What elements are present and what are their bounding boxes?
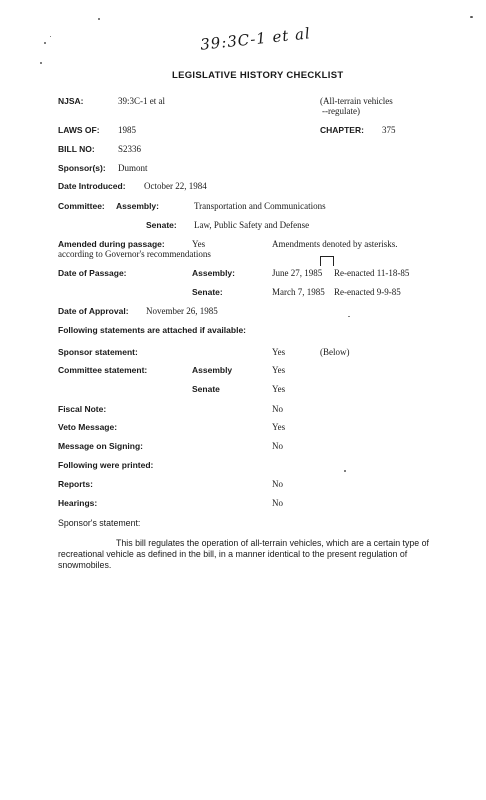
committee-statement-assembly-label: Assembly	[192, 365, 233, 375]
chapter-label: CHAPTER:	[320, 125, 364, 135]
handwritten-box-mark	[320, 256, 334, 266]
fiscal-note-value: No	[272, 404, 283, 414]
committee-assembly-label: Assembly:	[116, 201, 159, 211]
chapter-value: 375	[382, 125, 396, 135]
reports-label: Reports:	[58, 479, 93, 489]
handwritten-reference: 39:3C-1 et al	[199, 24, 312, 54]
veto-message-value: Yes	[272, 422, 286, 432]
scan-speck	[348, 316, 350, 317]
hearings-value: No	[272, 498, 283, 508]
printed-heading: Following were printed:	[58, 460, 154, 470]
fiscal-note-label: Fiscal Note:	[58, 404, 107, 414]
committee-senate-label: Senate:	[146, 220, 177, 230]
date-introduced-label: Date Introduced:	[58, 181, 126, 191]
sponsor-statement-label: Sponsor statement:	[58, 347, 138, 357]
veto-message-label: Veto Message:	[58, 422, 118, 432]
sponsor-statement-value: Yes	[272, 347, 286, 357]
njsa-note-line2: --regulate)	[322, 106, 360, 116]
laws-of-label: LAWS OF:	[58, 125, 100, 135]
bill-no-value: S2336	[118, 144, 142, 154]
amended-line2: according to Governor's recommendations	[58, 249, 211, 259]
passage-assembly-reenacted: Re-enacted 11-18-85	[334, 268, 410, 278]
message-on-signing-label: Message on Signing:	[58, 441, 144, 451]
hearings-label: Hearings:	[58, 498, 98, 508]
date-of-passage-label: Date of Passage:	[58, 268, 127, 278]
committee-assembly-value: Transportation and Communications	[194, 201, 326, 211]
scan-speck	[344, 470, 346, 472]
passage-senate-reenacted: Re-enacted 9-9-85	[334, 287, 401, 297]
amended-label: Amended during passage:	[58, 239, 165, 249]
committee-statement-senate-value: Yes	[272, 384, 286, 394]
passage-senate-label: Senate:	[192, 287, 223, 297]
scan-speck	[98, 18, 100, 20]
attached-statements-heading: Following statements are attached if available:	[58, 325, 246, 335]
date-of-approval-label: Date of Approval:	[58, 306, 129, 316]
date-introduced-value: October 22, 1984	[144, 181, 207, 191]
date-of-approval-value: November 26, 1985	[146, 306, 218, 316]
amended-note: Amendments denoted by asterisks.	[272, 239, 398, 249]
committee-statement-senate-label: Senate	[192, 384, 220, 394]
njsa-note-line1: (All-terrain vehicles	[320, 96, 393, 106]
amended-value: Yes	[192, 239, 206, 249]
committee-statement-assembly-value: Yes	[272, 365, 286, 375]
njsa-label: NJSA:	[58, 96, 84, 106]
committee-senate-value: Law, Public Safety and Defense	[194, 220, 310, 230]
njsa-value: 39:3C-1 et al	[118, 96, 165, 106]
bill-no-label: BILL NO:	[58, 144, 95, 154]
passage-assembly-label: Assembly:	[192, 268, 235, 278]
passage-assembly-value: June 27, 1985	[272, 268, 323, 278]
committee-statement-label: Committee statement:	[58, 365, 148, 375]
sponsor-statement-heading: Sponsor's statement:	[58, 518, 141, 528]
scan-speck	[40, 62, 42, 64]
sponsor-statement-text: This bill regulates the operation of all-terrain vehicles, which are a certain type of recreational vehicle as defined in the bill, in a manner identical to the present regulation of snowmobiles.	[58, 538, 429, 570]
reports-value: No	[272, 479, 283, 489]
sponsor-value: Dumont	[118, 163, 148, 173]
scan-speck	[50, 36, 51, 37]
page-title: LEGISLATIVE HISTORY CHECKLIST	[172, 70, 344, 81]
passage-senate-value: March 7, 1985	[272, 287, 325, 297]
laws-of-value: 1985	[118, 125, 136, 135]
message-on-signing-value: No	[272, 441, 283, 451]
committee-label: Committee:	[58, 201, 105, 211]
sponsor-label: Sponsor(s):	[58, 163, 106, 173]
scan-speck	[470, 16, 473, 18]
sponsor-statement-note: (Below)	[320, 347, 350, 357]
scan-speck	[44, 42, 46, 44]
